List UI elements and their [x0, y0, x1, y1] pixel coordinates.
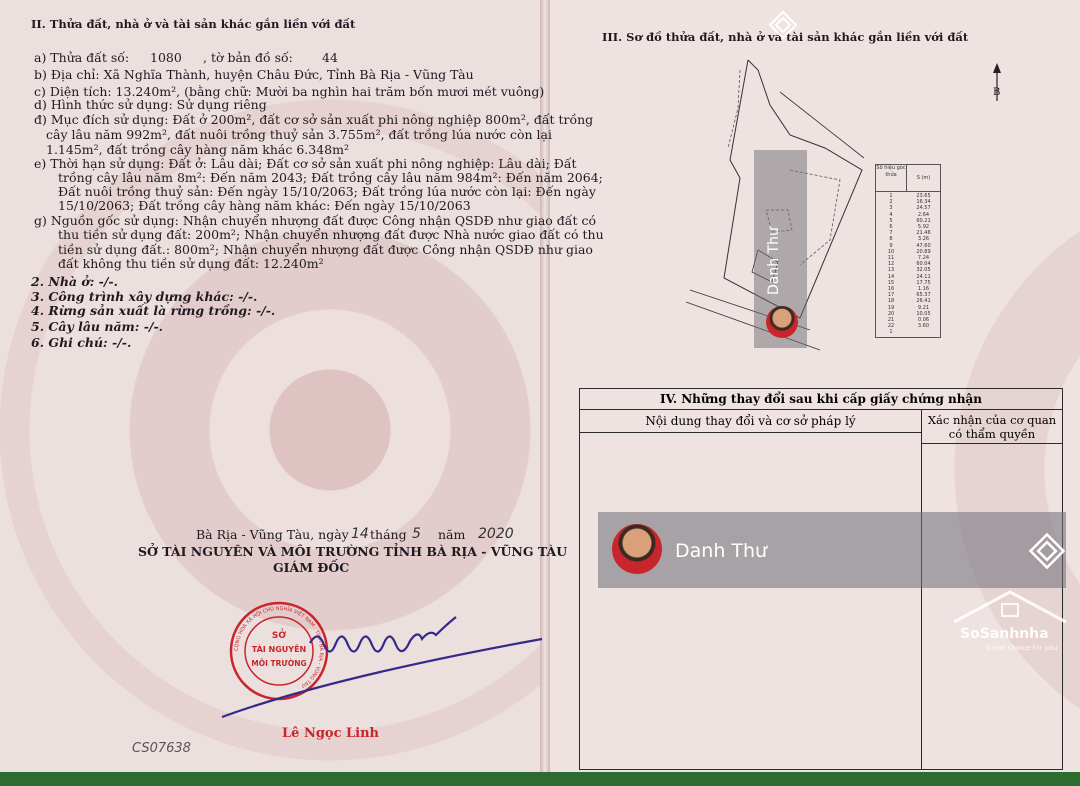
map-sheet-label: , tờ bản đồ số: — [203, 50, 293, 65]
diamond-logo-icon — [768, 10, 798, 40]
notes-item: 6. Ghi chú: -/-. — [31, 335, 132, 350]
coord-header-point: Số hiệu góc thửa — [876, 165, 907, 192]
coord-point-id: 22 — [887, 323, 895, 330]
issue-date-day: 14 — [351, 526, 369, 542]
seal-middle-text-2: MÔI TRƯỜNG — [251, 659, 307, 668]
seal-top-text: SỞ — [271, 631, 287, 641]
coord-point-id: 11 — [887, 255, 895, 261]
usage-term-line-3: Đất nuôi trồng thuỷ sản: Đến ngày 15/10/2063; Đất trồng lúa nước còn lại: Đến ngày — [58, 184, 596, 199]
coord-point-id: 16 — [887, 286, 895, 292]
coord-point-id: 1 — [889, 193, 893, 199]
seal-ring-text: CỘNG HOÀ XÃ HỘI CHỦ NGHĨA VIỆT NAM · TỈNH BÀ RỊA - VŨNG TÀU — [233, 605, 325, 689]
coord-edge-length: 24.11 — [916, 273, 931, 280]
changes-col-confirmation-header: Xác nhận của cơ quan có thẩm quyền — [927, 413, 1057, 441]
coord-row — [876, 329, 940, 335]
coord-edge-length: 9.21 — [917, 304, 930, 311]
signature-icon — [210, 595, 550, 725]
coord-point-id: 5 — [889, 217, 893, 224]
usage-form-line: d) Hình thức sử dụng: Sử dụng riêng — [34, 97, 267, 112]
coord-point-id: 20 — [887, 310, 895, 317]
coord-point-id: 10 — [887, 248, 895, 255]
watermark-avatar — [612, 524, 662, 574]
coord-point-id: 13 — [887, 267, 895, 274]
origin-line-2: thu tiền sử dụng đất: 200m²; Nhận chuyển nhượng đất được Nhà nước giao đất có thu — [58, 227, 604, 242]
other-construction-item: 3. Công trình xây dựng khác: -/-. — [31, 289, 258, 304]
coord-point-id: 3 — [889, 205, 893, 212]
map-sheet-value: 44 — [322, 50, 338, 65]
origin-line-1: g) Nguồn gốc sử dụng: Nhận chuyển nhượng đất được Công nhận QSDĐ như giao đất có — [34, 213, 596, 228]
house-roof-icon — [950, 586, 1070, 626]
coord-edge-length: 32.05 — [916, 267, 931, 274]
coord-point-id: 14 — [887, 273, 895, 280]
usage-purpose-line-3: 1.145m², đất trồng cây hàng năm khác 6.348m² — [46, 142, 349, 157]
coord-edge-length: 20.89 — [916, 248, 931, 255]
diamond-logo-icon-large — [1028, 532, 1066, 570]
usage-purpose-line-2: cây lâu năm 992m², đất nuôi trồng thuỷ sản 3.755m², đất trồng lúa nước còn lại — [46, 127, 552, 142]
table-column-divider — [921, 410, 922, 769]
boundary-length-table — [875, 164, 941, 338]
coord-point-id: 1 — [889, 329, 893, 336]
coord-point-id: 17 — [887, 292, 895, 299]
issue-date-prefix: Bà Rịa - Vũng Tàu, ngày — [196, 527, 349, 542]
coord-edge-length: 5.92 — [917, 224, 930, 230]
issue-date-month-label: tháng — [370, 527, 407, 542]
director-title: GIÁM ĐỐC — [273, 560, 350, 575]
seal-middle-text-1: TÀI NGUYÊN — [251, 645, 307, 654]
usage-term-line-4: 15/10/2063; Đất trồng cây hàng năm khác: Đến ngày 15/10/2063 — [58, 198, 471, 213]
watermark-banner — [598, 512, 1066, 588]
signer-name: Lê Ngọc Linh — [282, 726, 380, 741]
issuing-authority: SỞ TÀI NGUYÊN VÀ MÔI TRƯỜNG TỈNH BÀ RỊA - VŨNG TÀU — [138, 544, 568, 559]
section-2-title: II. Thửa đất, nhà ở và tài sản khác gắn liền với đất — [31, 17, 356, 31]
coord-point-id: 19 — [887, 304, 895, 311]
coord-point-id: 21 — [887, 317, 895, 323]
coord-point-id: 15 — [887, 279, 895, 286]
usage-purpose-line-1: đ) Mục đích sử dụng: Đất ở 200m², đất cơ sở sản xuất phi nông nghiệp 800m², đất trồng — [34, 112, 594, 127]
origin-line-4: đất không thu tiền sử dụng đất: 12.240m² — [58, 256, 324, 271]
coord-point-id: 2 — [889, 199, 893, 206]
parcel-number-label: a) Thửa đất số: — [34, 50, 130, 65]
coord-edge-length: 10.05 — [916, 310, 931, 317]
parcel-number-value: 1080 — [150, 50, 182, 65]
coord-edge-length: 16.34 — [916, 199, 931, 206]
coord-header-length: S (m) — [907, 165, 940, 192]
usage-term-line-2: trồng cây lâu năm 8m²: Đến năm 2043; Đất trồng cây lâu năm 984m²: Đến năm 2064; — [58, 170, 603, 185]
coord-edge-length: 60.04 — [916, 261, 931, 268]
brand-logo-text: SoSanhnha — [960, 626, 1049, 642]
usage-term-line-1: e) Thời hạn sử dụng: Đất ở: Lâu dài; Đất cơ sở sản xuất phi nông nghiệp: Lâu dài; Đất — [34, 156, 577, 171]
origin-line-3: tiền sử dụng đất.: 800m²; Nhận chuyển nhượng đất được Công nhận QSDĐ như giao — [58, 242, 593, 257]
coord-edge-length: 1.16 — [917, 286, 930, 292]
coord-point-id: 18 — [887, 298, 895, 305]
coord-edge-length: 7.24 — [917, 255, 930, 261]
address-line: b) Địa chỉ: Xã Nghĩa Thành, huyện Châu Đức, Tỉnh Bà Rịa - Vũng Tàu — [34, 67, 474, 82]
background-surface — [0, 772, 1080, 786]
coord-point-id: 4 — [889, 211, 893, 218]
perennial-tree-item: 5. Cây lâu năm: -/-. — [31, 319, 164, 334]
serial-number: CS07638 — [132, 741, 191, 756]
issue-date-year: 2020 — [478, 526, 514, 542]
coord-edge-length: 65.37 — [916, 292, 931, 299]
watermark-avatar-small — [766, 306, 798, 338]
coord-edge-length: 60.21 — [916, 217, 931, 224]
area-line: c) Diện tích: 13.240m², (bằng chữ: Mười ba nghìn hai trăm bốn mươi mét vuông) — [34, 84, 545, 99]
table-header-divider — [922, 443, 1062, 444]
changes-table-title: IV. Những thay đổi sau khi cấp giấy chứng nhận — [580, 389, 1062, 410]
coord-edge-length: 0.06 — [917, 317, 930, 323]
coord-edge-length: 26.41 — [916, 298, 931, 305]
planted-forest-item: 4. Rừng sản xuất là rừng trồng: -/-. — [31, 303, 276, 318]
coord-edge-length: 47.60 — [916, 242, 931, 249]
coord-edge-length: 3.26 — [917, 236, 930, 243]
coord-edge-length: 3.60 — [917, 323, 930, 330]
coord-edge-length: 24.57 — [916, 205, 931, 212]
issue-date-month: 5 — [412, 526, 421, 542]
coord-point-id: 12 — [887, 261, 895, 268]
north-label: B — [993, 87, 1001, 98]
coord-edge-length: 17.75 — [916, 279, 931, 286]
issue-date-year-label: năm — [438, 527, 466, 542]
coord-edge-length: 2.64 — [917, 211, 930, 218]
coord-edge-length: 21.46 — [916, 230, 931, 237]
coord-edge-length: 23.65 — [916, 193, 931, 199]
coord-point-id: 7 — [889, 230, 893, 237]
watermark-vertical-name: Danh Thư — [766, 227, 782, 295]
changes-col-content-header: Nội dung thay đổi và cơ sở pháp lý — [580, 410, 921, 433]
coord-point-id: 8 — [889, 236, 893, 243]
coord-point-id: 9 — [889, 242, 893, 249]
coord-point-id: 6 — [889, 224, 893, 230]
watermark-name: Danh Thư — [675, 540, 768, 562]
section-3-title: III. Sơ đồ thửa đất, nhà ở và tài sản khác gắn liền với đất — [602, 30, 969, 44]
house-item: 2. Nhà ở: -/-. — [31, 274, 118, 289]
brand-logo-subtitle: Great choice for you — [986, 644, 1058, 652]
